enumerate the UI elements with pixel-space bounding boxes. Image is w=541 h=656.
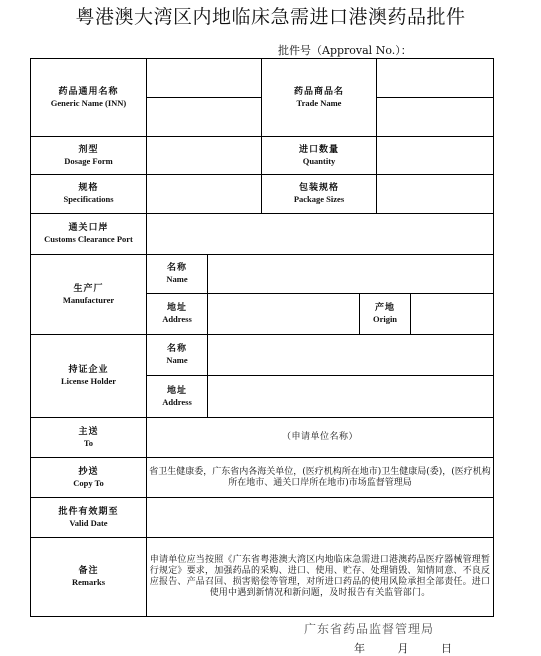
quantity-value[interactable]: [377, 137, 494, 175]
to-value[interactable]: （申请单位名称）: [147, 418, 494, 458]
specifications-value[interactable]: [147, 175, 262, 214]
manufacturer-name-value[interactable]: [208, 255, 494, 294]
trade-name-value-2[interactable]: [377, 98, 494, 137]
row-manufacturer-name: [31, 255, 494, 294]
specifications-label: 规格 Specifications: [31, 175, 147, 214]
approval-form-table: [30, 58, 494, 617]
row-generic-name: [31, 59, 494, 98]
manufacturer-label: 生产厂 Manufacturer: [31, 255, 147, 335]
remarks-label: 备注 Remarks: [31, 538, 147, 617]
manufacturer-name-label: 名称 Name: [147, 255, 208, 294]
row-valid-date: [31, 498, 494, 538]
approval-number-label: 批件号（Approval No.）：: [278, 44, 412, 57]
license-holder-name-value[interactable]: [208, 335, 494, 376]
package-sizes-value[interactable]: [377, 175, 494, 214]
trade-name-value-1[interactable]: [377, 59, 494, 98]
row-specifications: [31, 175, 494, 214]
document-title: 粤港澳大湾区内地临床急需进口港澳药品批件: [75, 6, 466, 28]
date-month: 月: [397, 642, 409, 655]
manufacturer-address-label: 地址 Address: [147, 294, 208, 335]
row-license-holder-name: [31, 335, 494, 376]
row-customs-port: [31, 214, 494, 255]
valid-date-label: 批件有效期至 Valid Date: [31, 498, 147, 538]
trade-name-label: 药品商品名 Trade Name: [262, 59, 377, 137]
generic-name-label: 药品通用名称 Generic Name (INN): [31, 59, 147, 137]
generic-name-value-2[interactable]: [147, 98, 262, 137]
date-day: 日: [441, 642, 452, 655]
copy-to-value[interactable]: 省卫生健康委，广东省内各海关单位，(医疗机构所在地市)卫生健康局(委)，(医疗机构所在地市、通关口岸所在地市)市场监督管理局: [147, 458, 494, 498]
row-remarks: [31, 538, 494, 617]
dosage-form-label: 剂型 Dosage Form: [31, 137, 147, 175]
valid-date-value[interactable]: [147, 498, 494, 538]
copy-to-label: 抄送 Copy To: [31, 458, 147, 498]
row-to: [31, 418, 494, 458]
approval-number: [278, 42, 412, 58]
date-year: 年: [354, 642, 365, 655]
manufacturer-address-cell: [208, 294, 494, 335]
customs-port-label: 通关口岸 Customs Clearance Port: [31, 214, 147, 255]
license-holder-label: 持证企业 License Holder: [31, 335, 147, 418]
issuing-authority: 广东省药品监督管理局: [304, 622, 435, 636]
license-holder-name-label: 名称 Name: [147, 335, 208, 376]
origin-label: 产地 Origin: [360, 294, 411, 334]
remarks-value: 申请单位应当按照《广东省粤港澳大湾区内地临床急需进口港澳药品医疗器械管理暂行规定》要求，加强药品的采购、进口、使用、贮存、处理销毁、知情同意、不良反应报告、产品召回、损害赔偿等管理，对所进口药品的使用风险承担全部责任。进口使用中遇到新情况和新问题，及时报告有关监管部门。: [147, 538, 494, 617]
manufacturer-address-value[interactable]: [208, 294, 360, 334]
row-copy-to: [31, 458, 494, 498]
row-dosage-form: [31, 137, 494, 175]
customs-port-value[interactable]: [147, 214, 494, 255]
license-holder-address-label: 地址 Address: [147, 376, 208, 418]
license-holder-address-value[interactable]: [208, 376, 494, 418]
origin-value[interactable]: [411, 294, 494, 334]
quantity-label: 进口数量 Quantity: [262, 137, 377, 175]
package-sizes-label: 包装规格 Package Sizes: [262, 175, 377, 214]
issue-date: [354, 640, 481, 656]
dosage-form-value[interactable]: [147, 137, 262, 175]
generic-name-value[interactable]: [147, 59, 262, 98]
to-label: 主送 To: [31, 418, 147, 458]
